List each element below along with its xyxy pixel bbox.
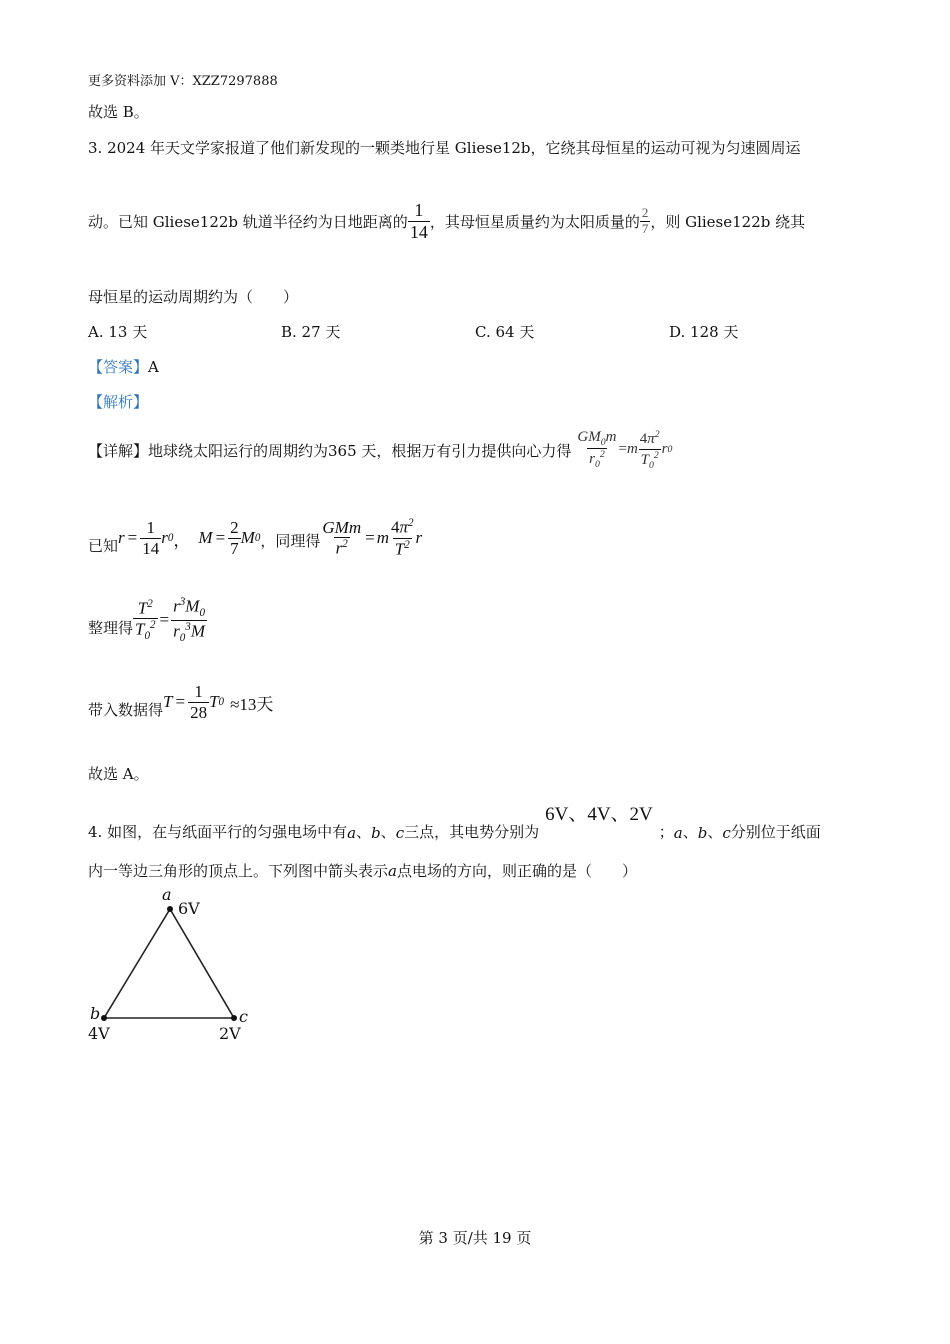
volt-c: 2V — [219, 1024, 241, 1043]
frac-gravity: $\frac{GM_0m}{r_0^2}$ — [577, 429, 617, 471]
point-b-ref: b — [371, 824, 381, 842]
previous-conclusion: 故选 B。 — [88, 103, 149, 121]
q4-line1 — [88, 796, 821, 842]
vertex-c — [231, 1015, 237, 1021]
watermark-text: 更多资料添加 V：XZZ7297888 — [88, 74, 278, 89]
q3-line2-text-a: 动。已知 Gliese122b 轨道半径约为日地距离的 — [88, 212, 408, 231]
q4-line2-text-b: 点电场的方向，则正确的是（ ） — [396, 862, 637, 880]
substitute-label: 带入数据得 — [88, 700, 164, 719]
q4-line1-text-b: 三点，其电势分别为 — [404, 823, 540, 841]
q4-line2-text-a: 内一等边三角形的顶点上。下列图中箭头表示 — [88, 862, 389, 880]
point-c-ref: c — [722, 824, 731, 842]
option-a: A. 13 天 — [88, 323, 148, 341]
arrange-label: 整理得 — [88, 618, 134, 637]
option-c: C. 64 天 — [475, 323, 535, 341]
fraction-two-sevenths — [640, 206, 651, 237]
known-formula: r = $\frac{1}{14}$ r 0 ， M = $\frac{2}{7}$ M 0 — [118, 517, 261, 558]
detail-tag: 【详解】 — [88, 441, 149, 460]
analysis-tag: 【解析】 — [88, 393, 149, 411]
q4-line2 — [88, 860, 637, 881]
result-line — [88, 676, 273, 728]
arrange-line — [88, 594, 207, 646]
q3-conclusion: 故选 A。 — [88, 765, 149, 783]
page-footer: 第 3 页/共 19 页 — [418, 1229, 532, 1247]
frac-denominator: 7 — [641, 220, 649, 236]
point-a-ref: a — [347, 824, 357, 842]
vertex-b — [101, 1015, 107, 1021]
result-formula: T = $\frac{1}{28}$ T 0 ≈13天 — [163, 681, 274, 722]
gravitation-formula: $\frac{GM_0m}{r_0^2}$ = m $\frac{4\pi^2}{T_0^2}$ r 0 — [577, 429, 673, 471]
edge-ac — [170, 909, 234, 1018]
label-c: c — [239, 1007, 248, 1026]
q4-line1-text-c: ； — [658, 823, 674, 841]
separator: 、 — [682, 823, 698, 841]
q4-line1-text-d: 分别位于纸面 — [730, 823, 821, 841]
q4-line1-text-a: 4. 如图，在与纸面平行的匀强电场中有 — [88, 823, 348, 841]
answer-value: A — [148, 358, 159, 376]
q3-line2 — [88, 196, 805, 246]
option-b: B. 27 天 — [281, 323, 341, 341]
q3-line1: 3. 2024 年天文学家报道了他们新发现的一颗类地行星 Gliese12b，它绕其母恒星的运动可视为匀速圆周运 — [88, 139, 801, 157]
frac-numerator: 2 — [641, 204, 649, 220]
similar-formula: $\frac{\text{GMm}}{r^2}$ = m $\frac{4\pi^2}{T^2}$ r — [322, 517, 423, 559]
detail-line — [88, 422, 672, 478]
separator: 、 — [707, 823, 723, 841]
point-a-ref: a — [673, 824, 683, 842]
volt-b: 4V — [88, 1024, 110, 1043]
q3-line2-text-c: ，则 Gliese122b 绕其 — [650, 212, 806, 231]
known-label: 已知 — [88, 536, 119, 555]
answer-line — [88, 356, 159, 377]
potentials-values: 6V、4V、2V — [545, 804, 653, 825]
frac-denominator: 14 — [409, 221, 428, 242]
result-value: ≈13天 — [230, 694, 274, 714]
separator: 、 — [356, 823, 372, 841]
option-d: D. 128 天 — [669, 323, 739, 341]
frac-numerator: 1 — [414, 199, 424, 220]
ratio-formula: $\frac{T^2}{T_0^2}$ = $\frac{r^3M_0}{r_0^3M}$ — [135, 595, 205, 644]
vertex-a — [167, 906, 173, 912]
point-c-ref: c — [395, 824, 405, 842]
q3-line3: 母恒星的运动周期约为（ ） — [88, 288, 299, 306]
separator: 、 — [380, 823, 396, 841]
fraction-one-fourteenth — [408, 200, 430, 242]
point-a-ref: a — [388, 862, 397, 880]
label-b: b — [90, 1004, 101, 1023]
detail-text: 地球绕太阳运行的周期约为365 天，根据万有引力提供向心力得 — [148, 441, 572, 460]
similarly-label: ，同理得 — [260, 531, 321, 550]
volt-a: 6V — [178, 899, 200, 918]
point-b-ref: b — [697, 824, 708, 842]
known-line — [88, 512, 422, 564]
label-a: a — [162, 885, 172, 904]
q3-line2-text-b: ，其母恒星质量约为太阳质量的 — [429, 212, 640, 231]
answer-tag: 【答案】 — [88, 358, 149, 376]
edge-ab — [104, 909, 170, 1018]
frac-centripetal: $\frac{4\pi^2}{T_0^2}$ — [639, 429, 660, 471]
triangle-diagram — [84, 884, 264, 1054]
